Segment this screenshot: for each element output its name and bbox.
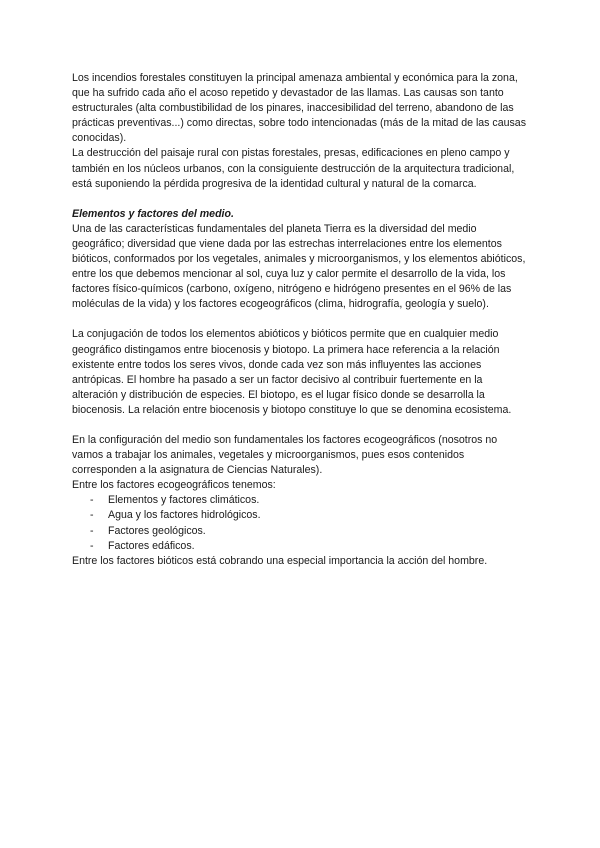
list-dash: -	[90, 494, 94, 507]
list-item-text: Agua y los factores hidrológicos.	[108, 509, 261, 522]
paragraph-spacer	[72, 312, 530, 327]
intro-paragraph-2: La destrucción del paisaje rural con pistas forestales, presas, edificaciones en pleno campo y también en los núcleos urbanos, con la consiguiente destrucción de la arquitectura tradicional, está suponiendo la pérdida progresiva de la identidad cultural y natural de la comarca.	[72, 147, 515, 190]
document-body	[72, 71, 530, 569]
list-item-text: Factores edáficos.	[108, 539, 195, 552]
list-item	[72, 524, 530, 539]
list-intro: Entre los factores ecogeográficos tenemos:	[72, 479, 276, 492]
section-paragraph-1: Una de las características fundamentales del planeta Tierra es la diversidad del medio geográfico; diversidad que viene dada por las estrechas interrelaciones entre los elementos bióticos, conformados por los vegetales, animales y microorganismos, y los elementos abióticos, entre los que debemos mencionar al sol, cuya luz y calor permite el desarrollo de la vida, los factores físico-químicos (carbono, oxígeno, nitrógeno e hidrógeno presentes en el 96% de las moléculas de la vida) y los factores ecogeográficos (clima, hidrografía, geología y suelo).	[72, 222, 526, 311]
intro-paragraph-1: Los incendios forestales constituyen la principal amenaza ambiental y económica para la zona, que ha sufrido cada año el acoso repetido y devastador de las llamas. Las causas son tanto estructurales (alta combustibilidad de los pinares, inaccesibilidad del terreno, abandono de las prácticas preventivas...) como directas, sobre todo intencionadas (más de la mitad de las causas conocidas).	[72, 72, 526, 145]
list-item	[72, 508, 530, 523]
list-item-text: Elementos y factores climáticos.	[108, 494, 260, 507]
closing-sentence: Entre los factores bióticos está cobrando una especial importancia la acción del hombre.	[72, 554, 488, 567]
list-dash: -	[90, 539, 94, 552]
section-paragraph-2: La conjugación de todos los elementos abióticos y bióticos permite que en cualquier medio geográfico distingamos entre biocenosis y biotopo. La primera hace referencia a la relación existente entre todos los seres vivos, donde cada vez son más influyentes las acciones antrópicas. El hombre ha pasado a ser un factor decisivo al contribuir fuertemente en la alteración y distribución de especies. El biotopo, es el lugar físico donde se desarrolla la biocenosis. La relación entre biocenosis y biotopo constituye lo que se denomina ecosistema.	[72, 328, 512, 416]
list-item-text: Factores geológicos.	[108, 524, 206, 537]
section-heading: Elementos y factores del medio.	[72, 207, 234, 220]
list-dash: -	[90, 509, 94, 522]
paragraph-spacer	[72, 418, 530, 433]
list-item	[72, 539, 530, 554]
paragraph-spacer	[72, 192, 530, 207]
section-paragraph-3: En la configuración del medio son fundamentales los factores ecogeográficos (nosotros no vamos a trabajar los animales, vegetales y microorganismos, pues esos contenidos corresponden a la asignatura de Ciencias Naturales).	[72, 433, 498, 477]
list-dash: -	[90, 524, 94, 537]
list-item	[72, 493, 530, 508]
factors-list	[72, 493, 530, 553]
